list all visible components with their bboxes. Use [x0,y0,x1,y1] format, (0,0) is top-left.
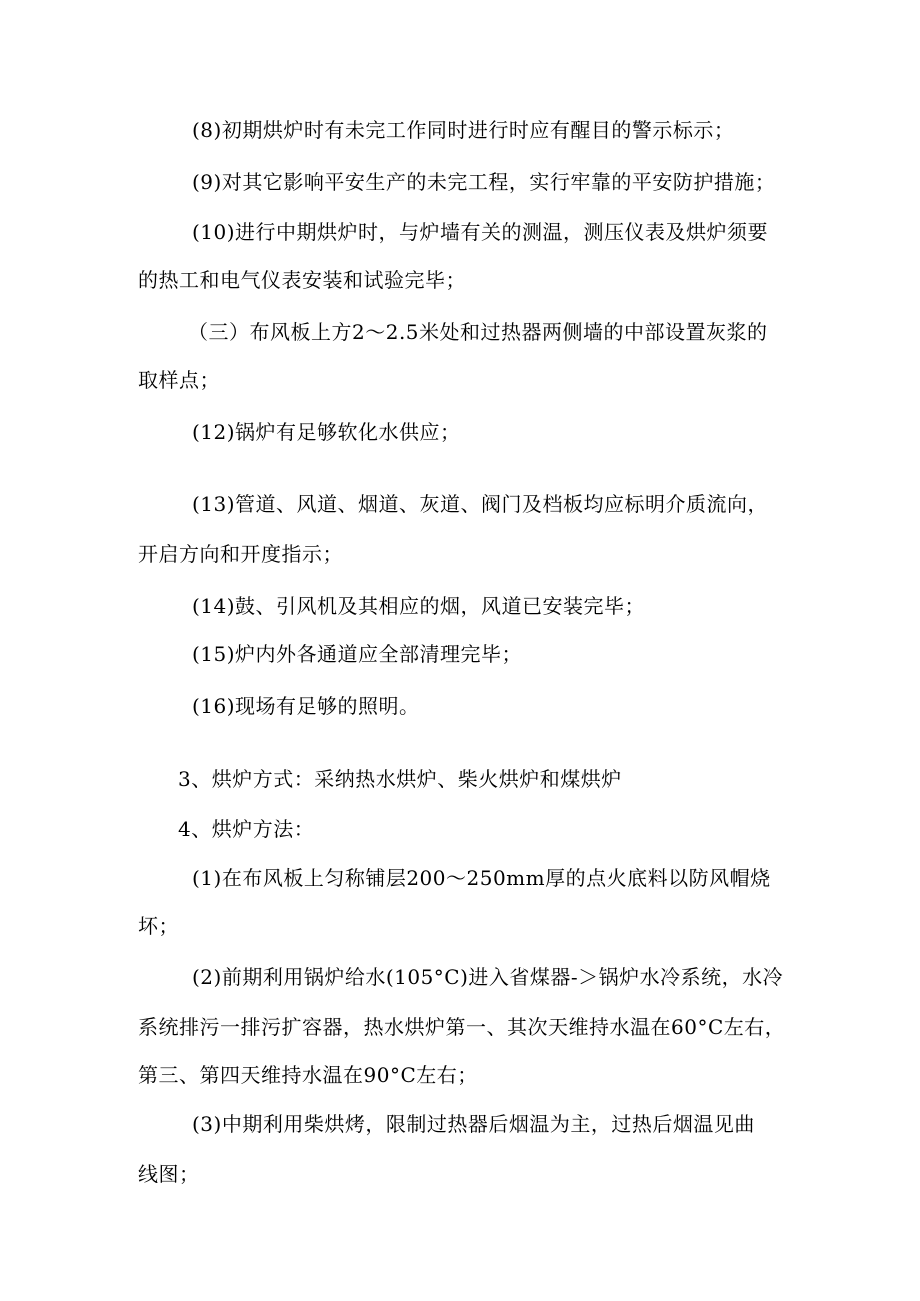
text-line-13b: 开启方向和开度指示； [138,542,343,566]
text-line-11a: （三）布风板上方2～2.5米处和过热器两侧墙的中部设置灰浆的 [188,320,768,344]
text-line-step-1b: 坏； [138,914,179,938]
text-line-step-2c: 第三、第四天维持水温在90°C左右； [138,1063,478,1087]
text-line-step-3b: 线图； [138,1162,200,1186]
text-line-step-3a: (3)中期利用柴烘烤，限制过热器后烟温为主，过热后烟温见曲 [192,1112,755,1136]
text-line-12: (12)锅炉有足够软化水供应； [192,420,461,444]
text-line-14: (14)鼓、引风机及其相应的烟，风道已安装完毕； [192,594,646,618]
text-line-8: (8)初期烘炉时有未完工作同时进行时应有醒目的警示标示； [192,118,735,142]
text-line-9: (9)对其它影响平安生产的未完工程，实行牢靠的平安防护措施； [192,170,776,194]
text-line-10b: 的热工和电气仪表安装和试验完毕； [138,268,466,292]
text-line-11b: 取样点； [138,368,220,392]
text-line-step-2a: (2)前期利用锅炉给水(105°C)进入省煤器-＞锅炉水冷系统，水冷 [192,965,784,989]
text-line-16: (16)现场有足够的照明。 [192,694,420,718]
text-line-step-2b: 系统排污一排污扩容器，热水烘炉第一、其次天维持水温在60°C左右， [138,1015,786,1039]
text-line-method-3: 3、烘炉方式：采纳热水烘炉、柴火烘炉和煤烘炉 [178,767,622,791]
text-line-13a: (13)管道、风道、烟道、灰道、阀门及档板均应标明介质流向， [192,492,769,516]
text-line-15: (15)炉内外各通道应全部清理完毕； [192,642,523,666]
text-line-10a: (10)进行中期烘炉时，与炉墙有关的测温，测压仪表及烘炉须要 [192,220,769,244]
text-line-method-4: 4、烘炉方法： [178,817,315,841]
text-line-step-1a: (1)在布风板上匀称铺层200～250mm厚的点火底料以防风帽烧 [192,866,771,890]
